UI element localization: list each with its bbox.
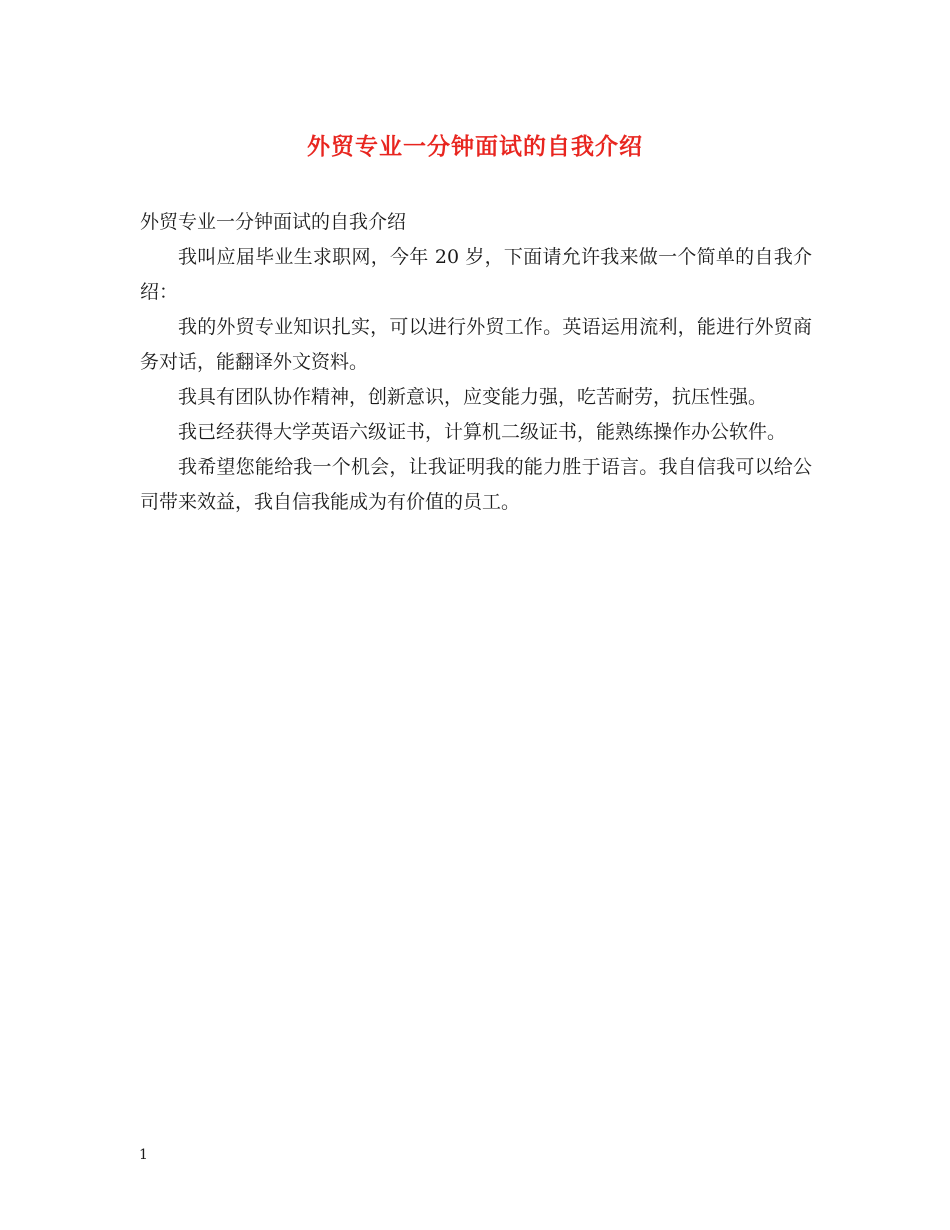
body-paragraph-certificates: 我已经获得大学英语六级证书，计算机二级证书，能熟练操作办公软件。 (178, 421, 787, 443)
body-paragraph-intro: 我叫应届毕业生求职网，今年 20 岁，下面请允许我来做一个简单的自我介绍： (140, 246, 812, 303)
document-title: 外贸专业一分钟面试的自我介绍 (307, 133, 643, 160)
body-paragraph-teamwork: 我具有团队协作精神，创新意识，应变能力强，吃苦耐劳，抗压性强。 (178, 386, 768, 408)
body-paragraph-heading: 外贸专业一分钟面试的自我介绍 (140, 211, 407, 233)
document-body (140, 205, 812, 520)
body-paragraph-skills: 我的外贸专业知识扎实，可以进行外贸工作。英语运用流利，能进行外贸商务对话，能翻译外文资料。 (140, 316, 812, 373)
body-paragraph-closing: 我希望您能给我一个机会，让我证明我的能力胜于语言。我自信我可以给公司带来效益，我自信我能成为有价值的员工。 (140, 456, 812, 513)
page-number: 1 (139, 1147, 148, 1163)
